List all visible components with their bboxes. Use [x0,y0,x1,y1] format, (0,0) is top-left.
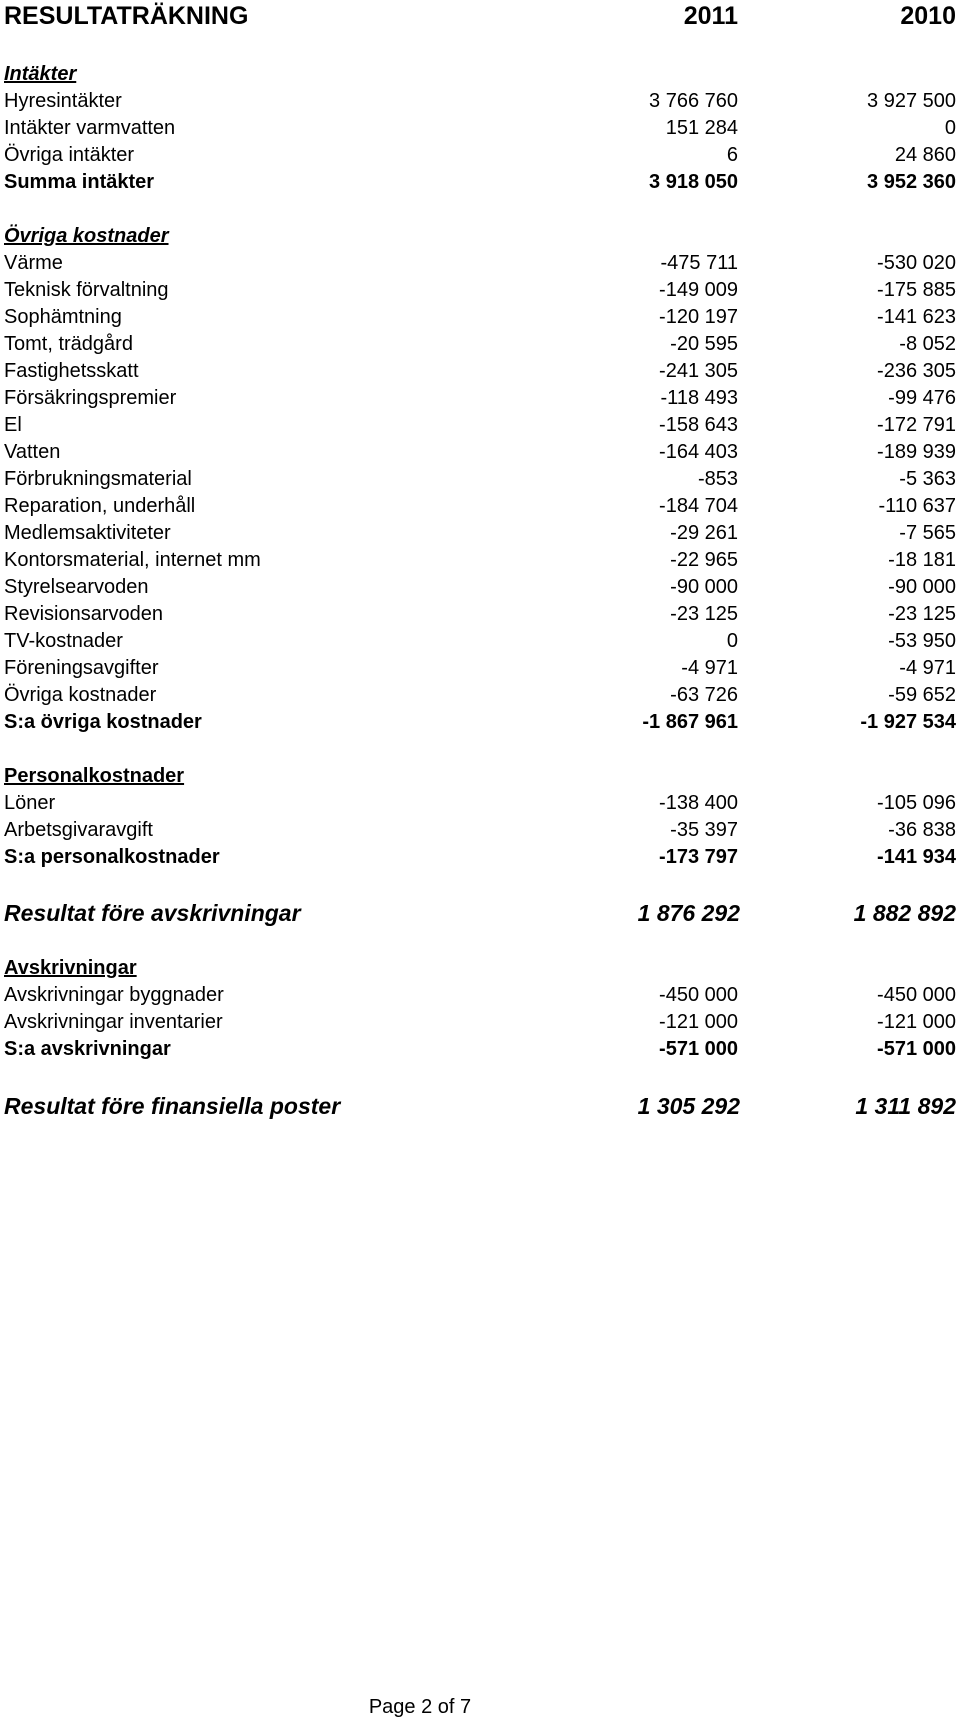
table-row: Avskrivningar byggnader -450 000 -450 000 [4,984,956,1006]
table-row: Övriga kostnader -63 726 -59 652 [4,684,956,706]
table-row: Förbrukningsmaterial -853 -5 363 [4,468,956,490]
table-row: Teknisk förvaltning -149 009 -175 885 [4,279,956,301]
sum-row-personalkostnader: S:a personalkostnader -173 797 -141 934 [4,846,956,868]
page-number: Page 2 of 7 [368,1696,472,1718]
section-heading-intakter: Intäkter [4,63,77,85]
year-2010-heading: 2010 [900,2,956,30]
table-row: El -158 643 -172 791 [4,414,956,436]
table-row: Hyresintäkter 3 766 760 3 927 500 [4,90,956,112]
table-row: Löner -138 400 -105 096 [4,792,956,814]
result-before-financial-items: Resultat före finansiella poster 1 305 292 1 311 892 [4,1093,956,1119]
table-row: Värme -475 711 -530 020 [4,252,956,274]
statement-header [4,2,956,36]
table-row: Föreningsavgifter -4 971 -4 971 [4,657,956,679]
table-row: Styrelsearvoden -90 000 -90 000 [4,576,956,598]
table-row: Medlemsaktiviteter -29 261 -7 565 [4,522,956,544]
table-row: Övriga intäkter 6 24 860 [4,144,956,166]
sum-row-ovriga-kostnader: S:a övriga kostnader -1 867 961 -1 927 534 [4,711,956,733]
page-number-footer [0,1696,960,1719]
table-row: Tomt, trädgård -20 595 -8 052 [4,333,956,355]
table-row: Sophämtning -120 197 -141 623 [4,306,956,328]
table-row: Kontorsmaterial, internet mm -22 965 -18 181 [4,549,956,571]
section-heading-ovriga-kostnader: Övriga kostnader [4,225,169,247]
table-row: Vatten -164 403 -189 939 [4,441,956,463]
sum-row-avskrivningar: S:a avskrivningar -571 000 -571 000 [4,1038,956,1060]
table-row: Arbetsgivaravgift -35 397 -36 838 [4,819,956,841]
table-row: Intäkter varmvatten 151 284 0 [4,117,956,139]
sum-row-intakter: Summa intäkter 3 918 050 3 952 360 [4,171,956,193]
year-2011-heading: 2011 [683,2,738,30]
table-row: Försäkringspremier -118 493 -99 476 [4,387,956,409]
section-heading-avskrivningar: Avskrivningar [4,957,137,979]
table-row: TV-kostnader 0 -53 950 [4,630,956,652]
result-before-depreciation: Resultat före avskrivningar 1 876 292 1 882 892 [4,900,956,926]
table-row: Fastighetsskatt -241 305 -236 305 [4,360,956,382]
table-row: Reparation, underhåll -184 704 -110 637 [4,495,956,517]
statement-title: RESULTATRÄKNING [4,2,249,30]
table-row: Revisionsarvoden -23 125 -23 125 [4,603,956,625]
section-heading-personalkostnader: Personalkostnader [4,765,185,787]
table-row: Avskrivningar inventarier -121 000 -121 000 [4,1011,956,1033]
